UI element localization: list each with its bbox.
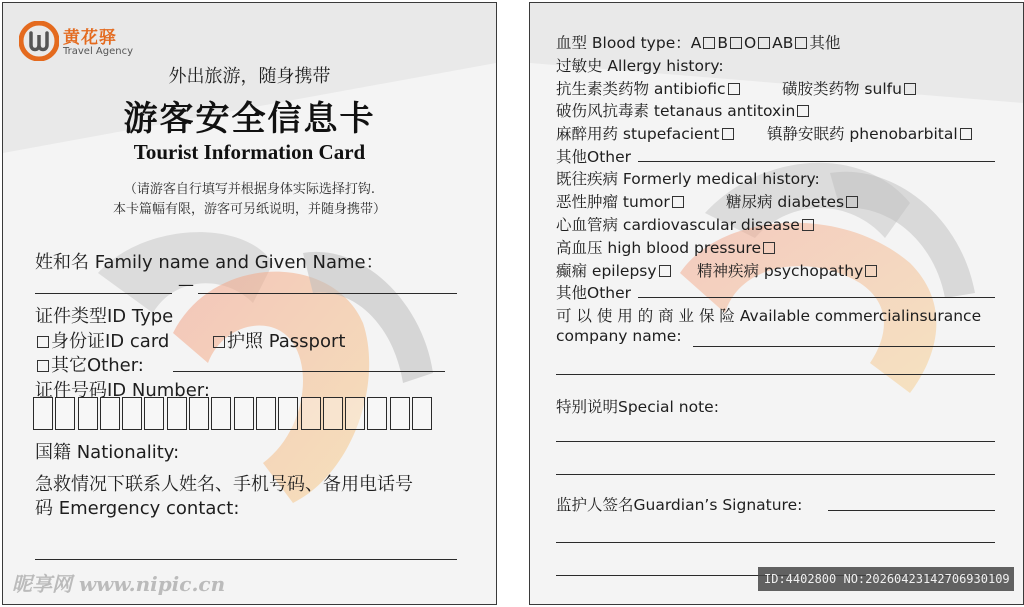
id-number-box[interactable] (33, 397, 53, 430)
family-name-line[interactable] (35, 293, 172, 294)
card-front (2, 2, 497, 605)
id-number-box[interactable] (278, 397, 298, 430)
medical-history-label: 既往疾病 Formerly medical history: (556, 170, 820, 188)
tetanus-label: 破伤风抗毒素 tetanaus antitoxin (556, 102, 796, 120)
id-type-label: 证件类型ID Type (35, 306, 174, 327)
id-number-box[interactable] (323, 397, 343, 430)
insurance-label-line2: company name: (556, 327, 682, 345)
history-other-line[interactable] (638, 297, 995, 298)
id-number-box[interactable] (256, 397, 276, 430)
special-note-line-2[interactable] (556, 474, 995, 475)
tumor-option[interactable] (556, 190, 686, 212)
antibiotic-option[interactable] (556, 77, 742, 99)
given-name-line[interactable] (198, 293, 457, 294)
name-separator: — (178, 275, 194, 294)
id-number-label: 证件号码ID Number: (35, 380, 210, 401)
epilepsy-checkbox[interactable] (659, 265, 671, 277)
id-number-box[interactable] (100, 397, 120, 430)
antibiotic-checkbox[interactable] (728, 83, 740, 95)
anesthetic-checkbox[interactable] (722, 128, 734, 140)
id-other-line[interactable] (173, 371, 445, 372)
id-other-checkbox[interactable] (37, 360, 49, 372)
anesthetic-label: 麻醉用药 stupefacient (556, 125, 720, 143)
tetanus-option[interactable] (556, 99, 811, 121)
blood-o-label: O (743, 34, 757, 52)
blood-o-checkbox[interactable] (758, 37, 770, 49)
history-other-label: 其他Other (556, 284, 632, 302)
allergy-other-line[interactable] (638, 161, 995, 162)
brand-name-cn: 黄花驿 (63, 28, 117, 48)
antibiotic-label: 抗生素类药物 antibiofic (556, 80, 726, 98)
psych-label: 精神疾病 psychopathy (697, 262, 864, 280)
psych-checkbox[interactable] (865, 265, 877, 277)
passport-label: 护照 Passport (227, 331, 346, 352)
blood-b-label: B (717, 34, 728, 52)
hypertension-label: 高血压 high blood pressure (556, 239, 761, 257)
special-note-label: 特别说明Special note: (556, 398, 719, 416)
passport-option[interactable] (211, 327, 345, 353)
blood-type-label: 血型 Blood type：A (556, 34, 702, 52)
card-back (529, 2, 1024, 605)
guardian-signature-label: 监护人签名Guardian’s Signature: (556, 496, 803, 514)
sulfa-label: 磺胺类药物 sulfu (782, 80, 902, 98)
insurance-line-2[interactable] (556, 374, 995, 375)
id-number-box[interactable] (55, 397, 75, 430)
blood-other-label: 其他 (809, 34, 841, 52)
id-number-box[interactable] (122, 397, 142, 430)
sulfa-checkbox[interactable] (904, 83, 916, 95)
tumor-checkbox[interactable] (672, 196, 684, 208)
id-number-box[interactable] (234, 397, 254, 430)
id-number-box[interactable] (78, 397, 98, 430)
insurance-line-1[interactable] (693, 346, 995, 347)
id-other-label: 其它Other: (51, 355, 144, 376)
diabetes-checkbox[interactable] (846, 196, 858, 208)
instruction-note-line2: 本卡篇幅有限，游客可另纸说明，并随身携带） (112, 202, 386, 217)
id-number-box[interactable] (144, 397, 164, 430)
special-note-line-1[interactable] (556, 441, 995, 442)
id-card-checkbox[interactable] (37, 336, 49, 348)
passport-checkbox[interactable] (213, 336, 225, 348)
allergy-history-label: 过敏史 Allergy history: (556, 57, 724, 75)
title-cn: 游客安全信息卡 (123, 99, 376, 139)
id-card-label: 身份证ID card (51, 331, 170, 352)
cardio-option[interactable] (556, 213, 816, 235)
nationality-label: 国籍 Nationality: (35, 442, 180, 463)
guardian-signature-line-2[interactable] (556, 542, 995, 543)
epilepsy-label: 癫痫 epilepsy (556, 262, 657, 280)
diabetes-option[interactable] (726, 190, 860, 212)
cardio-checkbox[interactable] (802, 219, 814, 231)
slogan: 外出旅游，随身携带 (168, 66, 331, 87)
id-number-box[interactable] (301, 397, 321, 430)
guardian-signature-line[interactable] (828, 510, 995, 511)
id-number-box[interactable] (390, 397, 410, 430)
id-number-box[interactable] (167, 397, 187, 430)
id-card-option[interactable] (35, 327, 169, 353)
insurance-label-line1: 可 以 使 用 的 商 业 保 险 Available commercialinsurance (556, 307, 982, 325)
sedative-checkbox[interactable] (960, 128, 972, 140)
name-label: 姓和名 Family name and Given Name： (35, 252, 384, 273)
id-number-box[interactable] (189, 397, 209, 430)
sulfa-option[interactable] (782, 77, 918, 99)
brand-name-en: Travel Agency (63, 46, 133, 57)
hypertension-option[interactable] (556, 236, 777, 258)
instruction-note-line1: （请游客自行填写并根据身体实际选择打钩. (123, 182, 376, 197)
emergency-label-line2: 码 Emergency contact: (35, 498, 240, 519)
blood-ab-checkbox[interactable] (795, 37, 807, 49)
emergency-contact-line[interactable] (35, 559, 457, 560)
id-number-box[interactable] (345, 397, 365, 430)
sedative-option[interactable] (767, 122, 974, 144)
title-en: Tourist Information Card (133, 140, 366, 164)
id-number-box[interactable] (412, 397, 432, 430)
blood-type-row (556, 31, 840, 53)
blood-ab-label: AB (772, 34, 794, 52)
cardio-label: 心血管病 cardiovascular disease (556, 216, 800, 234)
id-other-option[interactable] (35, 351, 144, 377)
blood-a-checkbox[interactable] (703, 37, 715, 49)
diabetes-label: 糖尿病 diabetes (726, 193, 845, 211)
image-id-bar: ID:4402800 NO:20260423142706930109 (758, 567, 1014, 591)
id-number-boxes[interactable] (33, 397, 434, 430)
anesthetic-option[interactable] (556, 122, 736, 144)
epilepsy-option[interactable] (556, 259, 673, 281)
site-watermark: 昵享网 www.nipic.cn (12, 572, 226, 596)
brand-logo-icon (19, 21, 59, 61)
hypertension-checkbox[interactable] (763, 242, 775, 254)
emergency-label-line1: 急救情况下联系人姓名、手机号码、备用电话号 (35, 474, 413, 495)
allergy-other-label: 其他Other (556, 148, 632, 166)
blood-b-checkbox[interactable] (730, 37, 742, 49)
tumor-label: 恶性肿瘤 tumor (556, 193, 670, 211)
tetanus-checkbox[interactable] (797, 105, 809, 117)
id-number-box[interactable] (211, 397, 231, 430)
id-number-box[interactable] (367, 397, 387, 430)
sedative-label: 镇静安眠药 phenobarbital (767, 125, 958, 143)
psych-option[interactable] (697, 259, 879, 281)
